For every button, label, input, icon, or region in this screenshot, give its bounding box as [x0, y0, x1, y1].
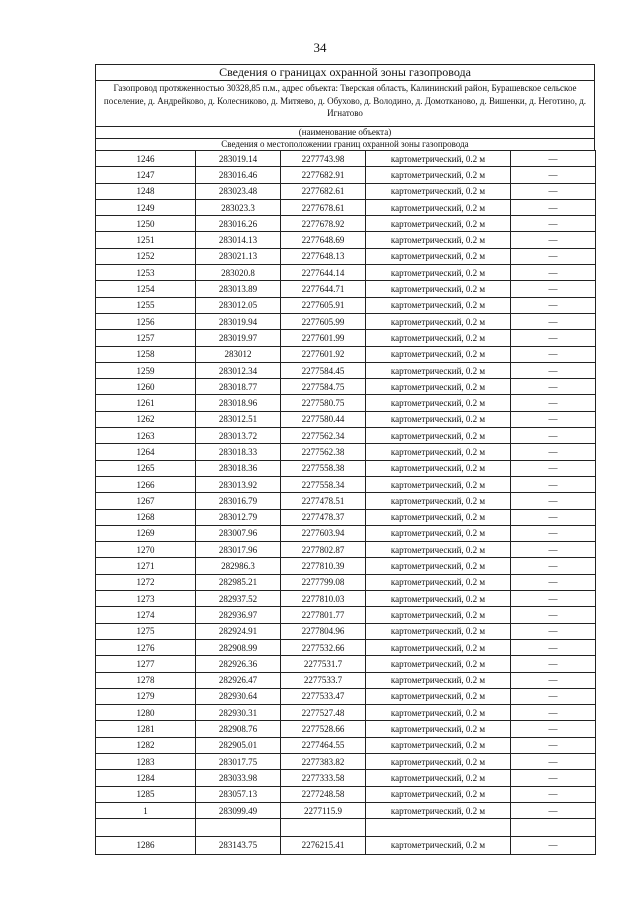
- method-accuracy-cell: картометрический, 0.2 м: [366, 705, 511, 721]
- x-coordinate-cell: 283018.96: [196, 395, 281, 411]
- y-coordinate-cell: 2277248.58: [281, 786, 366, 802]
- point-number-cell: 1269: [96, 525, 196, 541]
- method-accuracy-cell: картометрический, 0.2 м: [366, 265, 511, 281]
- method-accuracy-cell: картометрический, 0.2 м: [366, 836, 511, 855]
- point-number-cell: 1258: [96, 346, 196, 362]
- table-row: [96, 265, 596, 281]
- y-coordinate-cell: 2277605.99: [281, 313, 366, 329]
- x-coordinate-cell: 283019.97: [196, 330, 281, 346]
- y-coordinate-cell: 2277115.9: [281, 802, 366, 818]
- x-coordinate-cell: 282936.97: [196, 607, 281, 623]
- table-row: [96, 313, 596, 329]
- description-cell: —: [511, 232, 596, 248]
- x-coordinate-cell: 283143.75: [196, 836, 281, 855]
- x-coordinate-cell: 283018.77: [196, 379, 281, 395]
- method-accuracy-cell: картометрический, 0.2 м: [366, 216, 511, 232]
- description-cell: —: [511, 476, 596, 492]
- table-row: [96, 607, 596, 623]
- table-row: [96, 591, 596, 607]
- method-accuracy-cell: картометрический, 0.2 м: [366, 802, 511, 818]
- description-cell: —: [511, 509, 596, 525]
- method-accuracy-cell: картометрический, 0.2 м: [366, 395, 511, 411]
- method-accuracy-cell: картометрический, 0.2 м: [366, 167, 511, 183]
- point-number-cell: 1263: [96, 428, 196, 444]
- point-number-cell: 1251: [96, 232, 196, 248]
- description-cell: —: [511, 330, 596, 346]
- x-coordinate-cell: 282930.31: [196, 705, 281, 721]
- table-row: [96, 819, 596, 837]
- x-coordinate-cell: 282905.01: [196, 737, 281, 753]
- method-accuracy-cell: картометрический, 0.2 м: [366, 721, 511, 737]
- point-number-cell: 1250: [96, 216, 196, 232]
- description-cell: —: [511, 542, 596, 558]
- description-cell: —: [511, 786, 596, 802]
- description-cell: —: [511, 574, 596, 590]
- x-coordinate-cell: 283019.14: [196, 151, 281, 167]
- description-cell: —: [511, 199, 596, 215]
- table-row: [96, 525, 596, 541]
- point-number-cell: 1271: [96, 558, 196, 574]
- table-row: [96, 199, 596, 215]
- method-accuracy-cell: картометрический, 0.2 м: [366, 737, 511, 753]
- method-accuracy-cell: [366, 819, 511, 837]
- method-accuracy-cell: картометрический, 0.2 м: [366, 525, 511, 541]
- description-cell: —: [511, 672, 596, 688]
- y-coordinate-cell: 2277678.92: [281, 216, 366, 232]
- point-number-cell: 1281: [96, 721, 196, 737]
- point-number-cell: 1253: [96, 265, 196, 281]
- description-cell: —: [511, 444, 596, 460]
- y-coordinate-cell: 2276215.41: [281, 836, 366, 855]
- location-subtitle: Сведения о местоположении границ охранной зоны газопровода: [95, 138, 595, 150]
- y-coordinate-cell: 2277527.48: [281, 705, 366, 721]
- point-number-cell: 1255: [96, 297, 196, 313]
- x-coordinate-cell: 283016.46: [196, 167, 281, 183]
- table-row: [96, 786, 596, 802]
- point-number-cell: 1249: [96, 199, 196, 215]
- description-cell: —: [511, 656, 596, 672]
- table-row: [96, 802, 596, 818]
- table-row: [96, 281, 596, 297]
- point-number-cell: 1264: [96, 444, 196, 460]
- method-accuracy-cell: картометрический, 0.2 м: [366, 281, 511, 297]
- table-row: [96, 705, 596, 721]
- method-accuracy-cell: картометрический, 0.2 м: [366, 199, 511, 215]
- description-cell: —: [511, 623, 596, 639]
- description-cell: —: [511, 688, 596, 704]
- description-cell: —: [511, 151, 596, 167]
- method-accuracy-cell: картометрический, 0.2 м: [366, 411, 511, 427]
- point-number-cell: 1265: [96, 460, 196, 476]
- description-cell: —: [511, 737, 596, 753]
- description-cell: —: [511, 753, 596, 769]
- y-coordinate-cell: 2277605.91: [281, 297, 366, 313]
- method-accuracy-cell: картометрический, 0.2 м: [366, 460, 511, 476]
- method-accuracy-cell: картометрический, 0.2 м: [366, 542, 511, 558]
- y-coordinate-cell: 2277531.7: [281, 656, 366, 672]
- point-number-cell: 1248: [96, 183, 196, 199]
- point-number-cell: 1279: [96, 688, 196, 704]
- method-accuracy-cell: картометрический, 0.2 м: [366, 444, 511, 460]
- x-coordinate-cell: 283020.8: [196, 265, 281, 281]
- method-accuracy-cell: картометрический, 0.2 м: [366, 313, 511, 329]
- description-cell: —: [511, 639, 596, 655]
- y-coordinate-cell: 2277580.44: [281, 411, 366, 427]
- y-coordinate-cell: 2277601.99: [281, 330, 366, 346]
- method-accuracy-cell: картометрический, 0.2 м: [366, 330, 511, 346]
- table-row: [96, 346, 596, 362]
- table-row: [96, 248, 596, 264]
- y-coordinate-cell: 2277528.66: [281, 721, 366, 737]
- description-cell: —: [511, 362, 596, 378]
- point-number-cell: 1247: [96, 167, 196, 183]
- point-number-cell: 1275: [96, 623, 196, 639]
- method-accuracy-cell: картометрический, 0.2 м: [366, 232, 511, 248]
- description-cell: —: [511, 591, 596, 607]
- x-coordinate-cell: 282924.91: [196, 623, 281, 639]
- y-coordinate-cell: [281, 819, 366, 837]
- table-row: [96, 721, 596, 737]
- table-row: [96, 558, 596, 574]
- description-cell: —: [511, 558, 596, 574]
- y-coordinate-cell: 2277601.92: [281, 346, 366, 362]
- description-cell: [511, 819, 596, 837]
- x-coordinate-cell: 283013.89: [196, 281, 281, 297]
- y-coordinate-cell: 2277644.71: [281, 281, 366, 297]
- point-number-cell: 1272: [96, 574, 196, 590]
- method-accuracy-cell: картометрический, 0.2 м: [366, 591, 511, 607]
- description-cell: —: [511, 460, 596, 476]
- table-row: [96, 297, 596, 313]
- method-accuracy-cell: картометрический, 0.2 м: [366, 688, 511, 704]
- point-number-cell: 1246: [96, 151, 196, 167]
- point-number-cell: 1284: [96, 770, 196, 786]
- description-cell: —: [511, 607, 596, 623]
- y-coordinate-cell: 2277682.61: [281, 183, 366, 199]
- method-accuracy-cell: картометрический, 0.2 м: [366, 346, 511, 362]
- x-coordinate-cell: 283099.49: [196, 802, 281, 818]
- point-number-cell: 1: [96, 802, 196, 818]
- method-accuracy-cell: картометрический, 0.2 м: [366, 607, 511, 623]
- x-coordinate-cell: 283012.05: [196, 297, 281, 313]
- y-coordinate-cell: 2277532.66: [281, 639, 366, 655]
- description-cell: —: [511, 167, 596, 183]
- table-row: [96, 428, 596, 444]
- x-coordinate-cell: 283023.48: [196, 183, 281, 199]
- description-cell: —: [511, 183, 596, 199]
- table-row: [96, 444, 596, 460]
- y-coordinate-cell: 2277810.39: [281, 558, 366, 574]
- x-coordinate-cell: [196, 819, 281, 837]
- object-name-caption: (наименование объекта): [95, 126, 595, 138]
- table-row: [96, 509, 596, 525]
- y-coordinate-cell: 2277678.61: [281, 199, 366, 215]
- method-accuracy-cell: картометрический, 0.2 м: [366, 248, 511, 264]
- y-coordinate-cell: 2277533.47: [281, 688, 366, 704]
- boundary-sheet: [95, 64, 595, 855]
- x-coordinate-cell: 283017.96: [196, 542, 281, 558]
- method-accuracy-cell: картометрический, 0.2 м: [366, 786, 511, 802]
- method-accuracy-cell: картометрический, 0.2 м: [366, 476, 511, 492]
- description-cell: —: [511, 281, 596, 297]
- x-coordinate-cell: 282908.76: [196, 721, 281, 737]
- point-number-cell: 1270: [96, 542, 196, 558]
- method-accuracy-cell: картометрический, 0.2 м: [366, 151, 511, 167]
- y-coordinate-cell: 2277810.03: [281, 591, 366, 607]
- x-coordinate-cell: 283016.79: [196, 493, 281, 509]
- point-number-cell: 1286: [96, 836, 196, 855]
- table-row: [96, 330, 596, 346]
- x-coordinate-cell: 282908.99: [196, 639, 281, 655]
- point-number-cell: 1257: [96, 330, 196, 346]
- method-accuracy-cell: картометрический, 0.2 м: [366, 509, 511, 525]
- method-accuracy-cell: картометрический, 0.2 м: [366, 574, 511, 590]
- description-cell: —: [511, 297, 596, 313]
- x-coordinate-cell: 283012.79: [196, 509, 281, 525]
- table-row: [96, 183, 596, 199]
- x-coordinate-cell: 283019.94: [196, 313, 281, 329]
- x-coordinate-cell: 282930.64: [196, 688, 281, 704]
- x-coordinate-cell: 283021.13: [196, 248, 281, 264]
- point-number-cell: 1254: [96, 281, 196, 297]
- point-number-cell: 1285: [96, 786, 196, 802]
- x-coordinate-cell: 283007.96: [196, 525, 281, 541]
- method-accuracy-cell: картометрический, 0.2 м: [366, 656, 511, 672]
- method-accuracy-cell: картометрический, 0.2 м: [366, 770, 511, 786]
- object-description: Газопровод протяженностью 30328,85 п.м., адрес объекта: Тверская область, Калининский район, Бурашевское сельское поселение, д. Андрейково, д. Колесниково, д. Митяево, д. Обухово, д. Володино, д. Домотканово, д. Вишенки, д. Неготино, д. Игнатово: [95, 80, 595, 126]
- y-coordinate-cell: 2277580.75: [281, 395, 366, 411]
- table-row: [96, 688, 596, 704]
- description-cell: —: [511, 802, 596, 818]
- x-coordinate-cell: 283016.26: [196, 216, 281, 232]
- x-coordinate-cell: 282985.21: [196, 574, 281, 590]
- x-coordinate-cell: 283018.33: [196, 444, 281, 460]
- description-cell: —: [511, 346, 596, 362]
- y-coordinate-cell: 2277333.58: [281, 770, 366, 786]
- table-row: [96, 672, 596, 688]
- description-cell: —: [511, 705, 596, 721]
- x-coordinate-cell: 283013.72: [196, 428, 281, 444]
- y-coordinate-cell: 2277804.96: [281, 623, 366, 639]
- point-number-cell: 1259: [96, 362, 196, 378]
- table-row: [96, 395, 596, 411]
- table-row: [96, 411, 596, 427]
- y-coordinate-cell: 2277383.82: [281, 753, 366, 769]
- table-row: [96, 493, 596, 509]
- y-coordinate-cell: 2277801.77: [281, 607, 366, 623]
- method-accuracy-cell: картометрический, 0.2 м: [366, 428, 511, 444]
- description-cell: —: [511, 379, 596, 395]
- method-accuracy-cell: картометрический, 0.2 м: [366, 639, 511, 655]
- y-coordinate-cell: 2277743.98: [281, 151, 366, 167]
- y-coordinate-cell: 2277648.69: [281, 232, 366, 248]
- point-number-cell: [96, 819, 196, 837]
- table-row: [96, 216, 596, 232]
- y-coordinate-cell: 2277682.91: [281, 167, 366, 183]
- point-number-cell: 1273: [96, 591, 196, 607]
- table-row: [96, 362, 596, 378]
- y-coordinate-cell: 2277648.13: [281, 248, 366, 264]
- point-number-cell: 1283: [96, 753, 196, 769]
- description-cell: —: [511, 721, 596, 737]
- x-coordinate-cell: 283023.3: [196, 199, 281, 215]
- point-number-cell: 1256: [96, 313, 196, 329]
- table-row: [96, 542, 596, 558]
- table-row: [96, 836, 596, 855]
- point-number-cell: 1262: [96, 411, 196, 427]
- point-number-cell: 1267: [96, 493, 196, 509]
- point-number-cell: 1261: [96, 395, 196, 411]
- method-accuracy-cell: картометрический, 0.2 м: [366, 623, 511, 639]
- method-accuracy-cell: картометрический, 0.2 м: [366, 362, 511, 378]
- description-cell: —: [511, 265, 596, 281]
- description-cell: —: [511, 836, 596, 855]
- table-row: [96, 167, 596, 183]
- y-coordinate-cell: 2277478.51: [281, 493, 366, 509]
- sheet-title: Сведения о границах охранной зоны газопровода: [95, 64, 595, 80]
- x-coordinate-cell: 283017.75: [196, 753, 281, 769]
- description-cell: —: [511, 493, 596, 509]
- x-coordinate-cell: 283057.13: [196, 786, 281, 802]
- description-cell: —: [511, 248, 596, 264]
- y-coordinate-cell: 2277558.34: [281, 476, 366, 492]
- description-cell: —: [511, 313, 596, 329]
- coordinates-table-body: [96, 151, 596, 855]
- point-number-cell: 1252: [96, 248, 196, 264]
- table-row: [96, 770, 596, 786]
- point-number-cell: 1278: [96, 672, 196, 688]
- x-coordinate-cell: 283012: [196, 346, 281, 362]
- method-accuracy-cell: картометрический, 0.2 м: [366, 672, 511, 688]
- x-coordinate-cell: 283014.13: [196, 232, 281, 248]
- method-accuracy-cell: картометрический, 0.2 м: [366, 297, 511, 313]
- description-cell: —: [511, 216, 596, 232]
- table-row: [96, 232, 596, 248]
- description-cell: —: [511, 770, 596, 786]
- y-coordinate-cell: 2277603.94: [281, 525, 366, 541]
- table-row: [96, 460, 596, 476]
- x-coordinate-cell: 283018.36: [196, 460, 281, 476]
- method-accuracy-cell: картометрический, 0.2 м: [366, 558, 511, 574]
- method-accuracy-cell: картометрический, 0.2 м: [366, 753, 511, 769]
- table-row: [96, 379, 596, 395]
- y-coordinate-cell: 2277584.45: [281, 362, 366, 378]
- y-coordinate-cell: 2277802.87: [281, 542, 366, 558]
- point-number-cell: 1268: [96, 509, 196, 525]
- description-cell: —: [511, 411, 596, 427]
- x-coordinate-cell: 283013.92: [196, 476, 281, 492]
- table-row: [96, 737, 596, 753]
- point-number-cell: 1277: [96, 656, 196, 672]
- point-number-cell: 1266: [96, 476, 196, 492]
- point-number-cell: 1282: [96, 737, 196, 753]
- y-coordinate-cell: 2277562.34: [281, 428, 366, 444]
- x-coordinate-cell: 282926.36: [196, 656, 281, 672]
- y-coordinate-cell: 2277644.14: [281, 265, 366, 281]
- table-row: [96, 476, 596, 492]
- y-coordinate-cell: 2277464.55: [281, 737, 366, 753]
- point-number-cell: 1260: [96, 379, 196, 395]
- method-accuracy-cell: картометрический, 0.2 м: [366, 493, 511, 509]
- x-coordinate-cell: 282937.52: [196, 591, 281, 607]
- description-cell: —: [511, 395, 596, 411]
- x-coordinate-cell: 282986.3: [196, 558, 281, 574]
- table-row: [96, 753, 596, 769]
- point-number-cell: 1280: [96, 705, 196, 721]
- x-coordinate-cell: 283012.34: [196, 362, 281, 378]
- page-number: 34: [313, 40, 327, 55]
- x-coordinate-cell: 283012.51: [196, 411, 281, 427]
- point-number-cell: 1274: [96, 607, 196, 623]
- y-coordinate-cell: 2277478.37: [281, 509, 366, 525]
- table-row: [96, 623, 596, 639]
- table-row: [96, 574, 596, 590]
- method-accuracy-cell: картометрический, 0.2 м: [366, 379, 511, 395]
- y-coordinate-cell: 2277562.38: [281, 444, 366, 460]
- coordinates-table: [95, 150, 596, 855]
- point-number-cell: 1276: [96, 639, 196, 655]
- table-row: [96, 639, 596, 655]
- y-coordinate-cell: 2277799.08: [281, 574, 366, 590]
- table-row: [96, 151, 596, 167]
- y-coordinate-cell: 2277558.38: [281, 460, 366, 476]
- x-coordinate-cell: 282926.47: [196, 672, 281, 688]
- y-coordinate-cell: 2277533.7: [281, 672, 366, 688]
- method-accuracy-cell: картометрический, 0.2 м: [366, 183, 511, 199]
- y-coordinate-cell: 2277584.75: [281, 379, 366, 395]
- table-row: [96, 656, 596, 672]
- description-cell: —: [511, 428, 596, 444]
- x-coordinate-cell: 283033.98: [196, 770, 281, 786]
- description-cell: —: [511, 525, 596, 541]
